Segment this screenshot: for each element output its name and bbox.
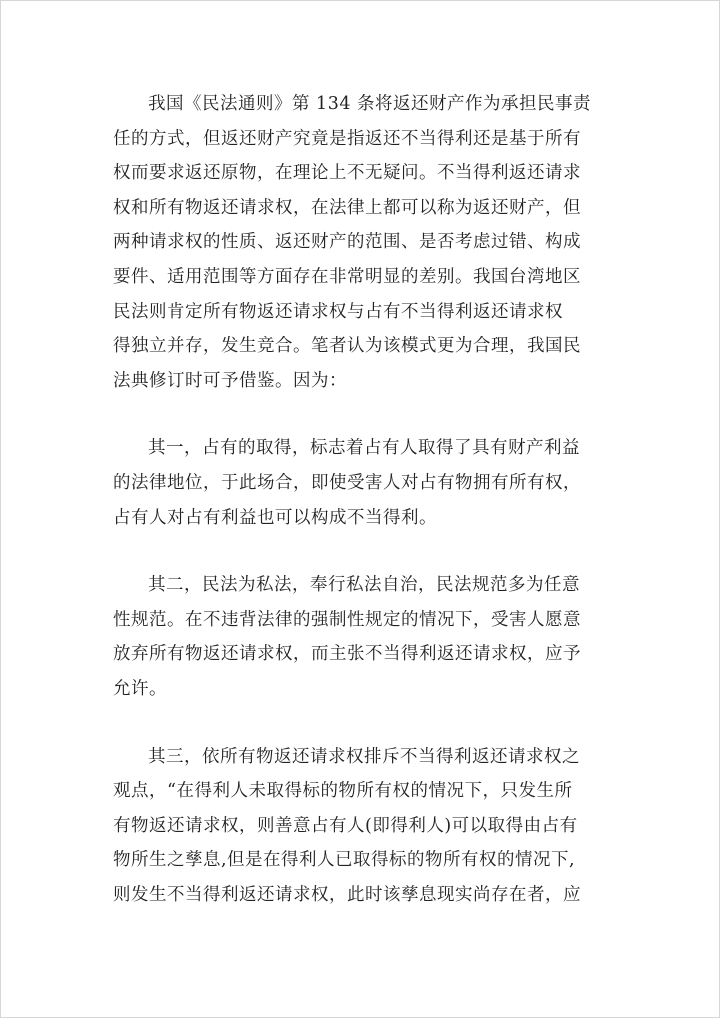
text-line: 允许。	[113, 678, 167, 699]
text-line: 要件、适用范围等方面存在非常明显的差别。我国台湾地区	[113, 266, 581, 287]
text-line: 则发生不当得利返还请求权，此时该孳息现实尚存在者，应	[113, 884, 581, 905]
paragraph-spacer	[113, 535, 613, 568]
paragraph-3	[113, 568, 613, 706]
text-line: 其二，民法为私法，奉行私法自治，民法规范多为任意	[148, 575, 580, 596]
text-line: 观点，“在得利人未取得标的物所有权的情况下，只发生所	[113, 781, 573, 802]
paragraph-2	[113, 431, 613, 535]
text-line: 任的方式，但返还财产究竟是指返还不当得利还是基于所有	[113, 128, 581, 149]
text-line: 其一，占有的取得，标志着占有人取得了具有财产利益	[148, 438, 580, 459]
text-line: 权而要求返还原物，在理论上不无疑问。不当得利返还请求	[113, 163, 581, 184]
document-body	[113, 87, 613, 912]
text-line: 权和所有物返还请求权，在法律上都可以称为返还财产，但	[113, 197, 581, 218]
text-line: 有物返还请求权，则善意占有人(即得利人)可以取得由占有	[113, 815, 578, 836]
text-line: 的法律地位，于此场合，即使受害人对占有物拥有所有权，	[113, 472, 581, 493]
text-line: 民法则肯定所有物返还请求权与占有不当得利返还请求权	[113, 301, 563, 322]
text-line: 两种请求权的性质、返还财产的范围、是否考虑过错、构成	[113, 232, 581, 253]
paragraph-4	[113, 740, 613, 913]
text-line: 物所生之孳息,但是在得利人已取得标的物所有权的情况下,	[113, 850, 576, 871]
paragraph-spacer	[113, 398, 613, 431]
text-line: 法典修订时可予借鉴。因为：	[113, 370, 347, 391]
text-line: 其三，依所有物返还请求权排斥不当得利返还请求权之	[148, 746, 580, 767]
paragraph-spacer	[113, 707, 613, 740]
text-line: 性规范。在不违背法律的强制性规定的情况下，受害人愿意	[113, 609, 581, 630]
paragraph-1	[113, 87, 613, 398]
text-line: 我国《民法通则》第 134 条将返还财产作为承担民事责	[148, 94, 592, 114]
text-line: 得独立并存，发生竞合。笔者认为该模式更为合理，我国民	[113, 336, 581, 357]
text-line: 放弃所有物返还请求权，而主张不当得利返还请求权，应予	[113, 644, 581, 665]
text-line: 占有人对占有利益也可以构成不当得利。	[113, 507, 437, 528]
